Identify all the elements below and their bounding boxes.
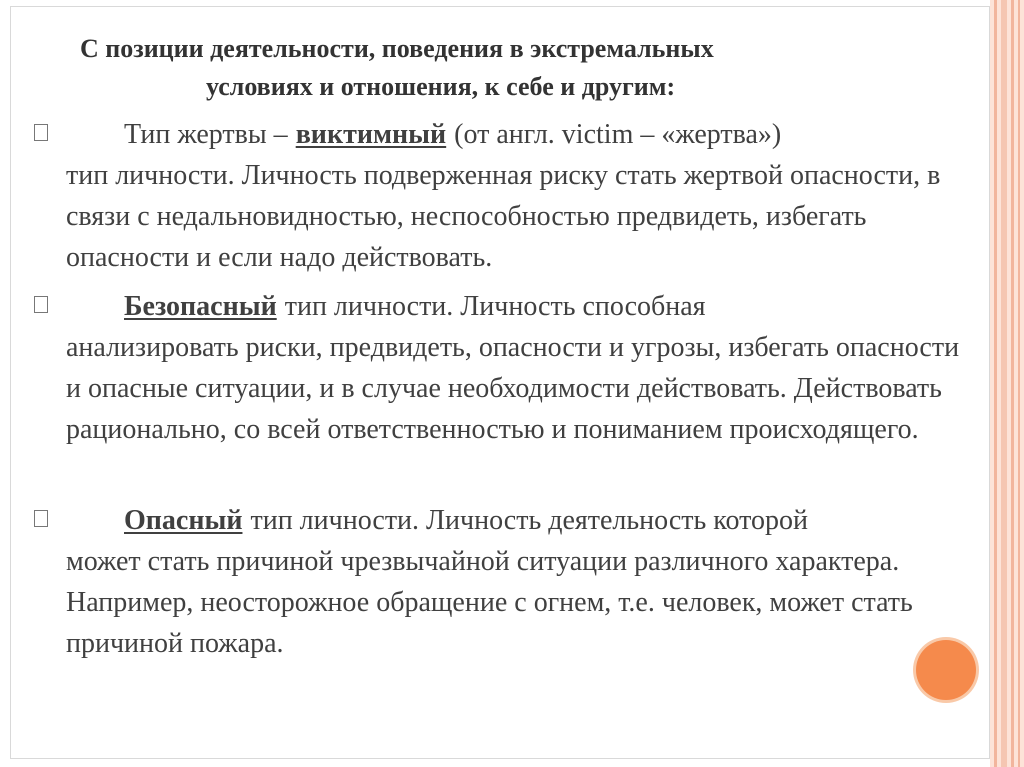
stripe xyxy=(1011,0,1014,767)
checkbox-square-icon xyxy=(34,124,48,141)
item-after-term: тип личности. Личность деятельность которой xyxy=(250,505,808,536)
bullet-item-safe xyxy=(34,286,964,450)
item-term: Опасный xyxy=(124,505,243,536)
item-after-term: (от англ. victim – «жертва») xyxy=(454,119,782,150)
decorative-stripes xyxy=(990,0,1024,767)
slide-title xyxy=(60,30,960,106)
bullet-item-victim xyxy=(34,114,964,278)
item-first-line xyxy=(34,500,964,541)
item-first-line xyxy=(34,114,964,155)
bullet-item-dangerous xyxy=(34,500,964,664)
stripe xyxy=(1001,0,1007,767)
item-first-line xyxy=(34,286,964,327)
item-term: Безопасный xyxy=(124,291,277,322)
title-line-2: условиях и отношения, к себе и другим: xyxy=(206,72,676,101)
checkbox-square-icon xyxy=(34,510,48,527)
checkbox-square-icon xyxy=(34,296,48,313)
stripe xyxy=(994,0,997,767)
item-continuation: может стать причиной чрезвычайной ситуации различного характера. Например, неосторожное обращение с огнем, т.е. человек, может стать причиной пожара. xyxy=(66,546,913,659)
item-after-term: тип личности. Личность способная xyxy=(284,291,706,322)
title-line-1: С позиции деятельности, поведения в экстремальных xyxy=(80,34,714,63)
item-term: виктимный xyxy=(295,119,447,150)
item-prefix: Тип жертвы – xyxy=(124,119,288,150)
item-continuation: анализировать риски, предвидеть, опасности и угрозы, избегать опасности и опасные ситуации, и в случае необходимости действовать. Действовать рационально, со всей ответственностью и пониманием происходящего. xyxy=(66,332,960,445)
stripe xyxy=(1018,0,1020,767)
orange-circle-icon xyxy=(916,640,976,700)
item-continuation: тип личности. Личность подверженная риску стать жертвой опасности, в связи с недальновидностью, неспособностью предвидеть, избегать опасности и если надо действовать. xyxy=(66,160,941,273)
